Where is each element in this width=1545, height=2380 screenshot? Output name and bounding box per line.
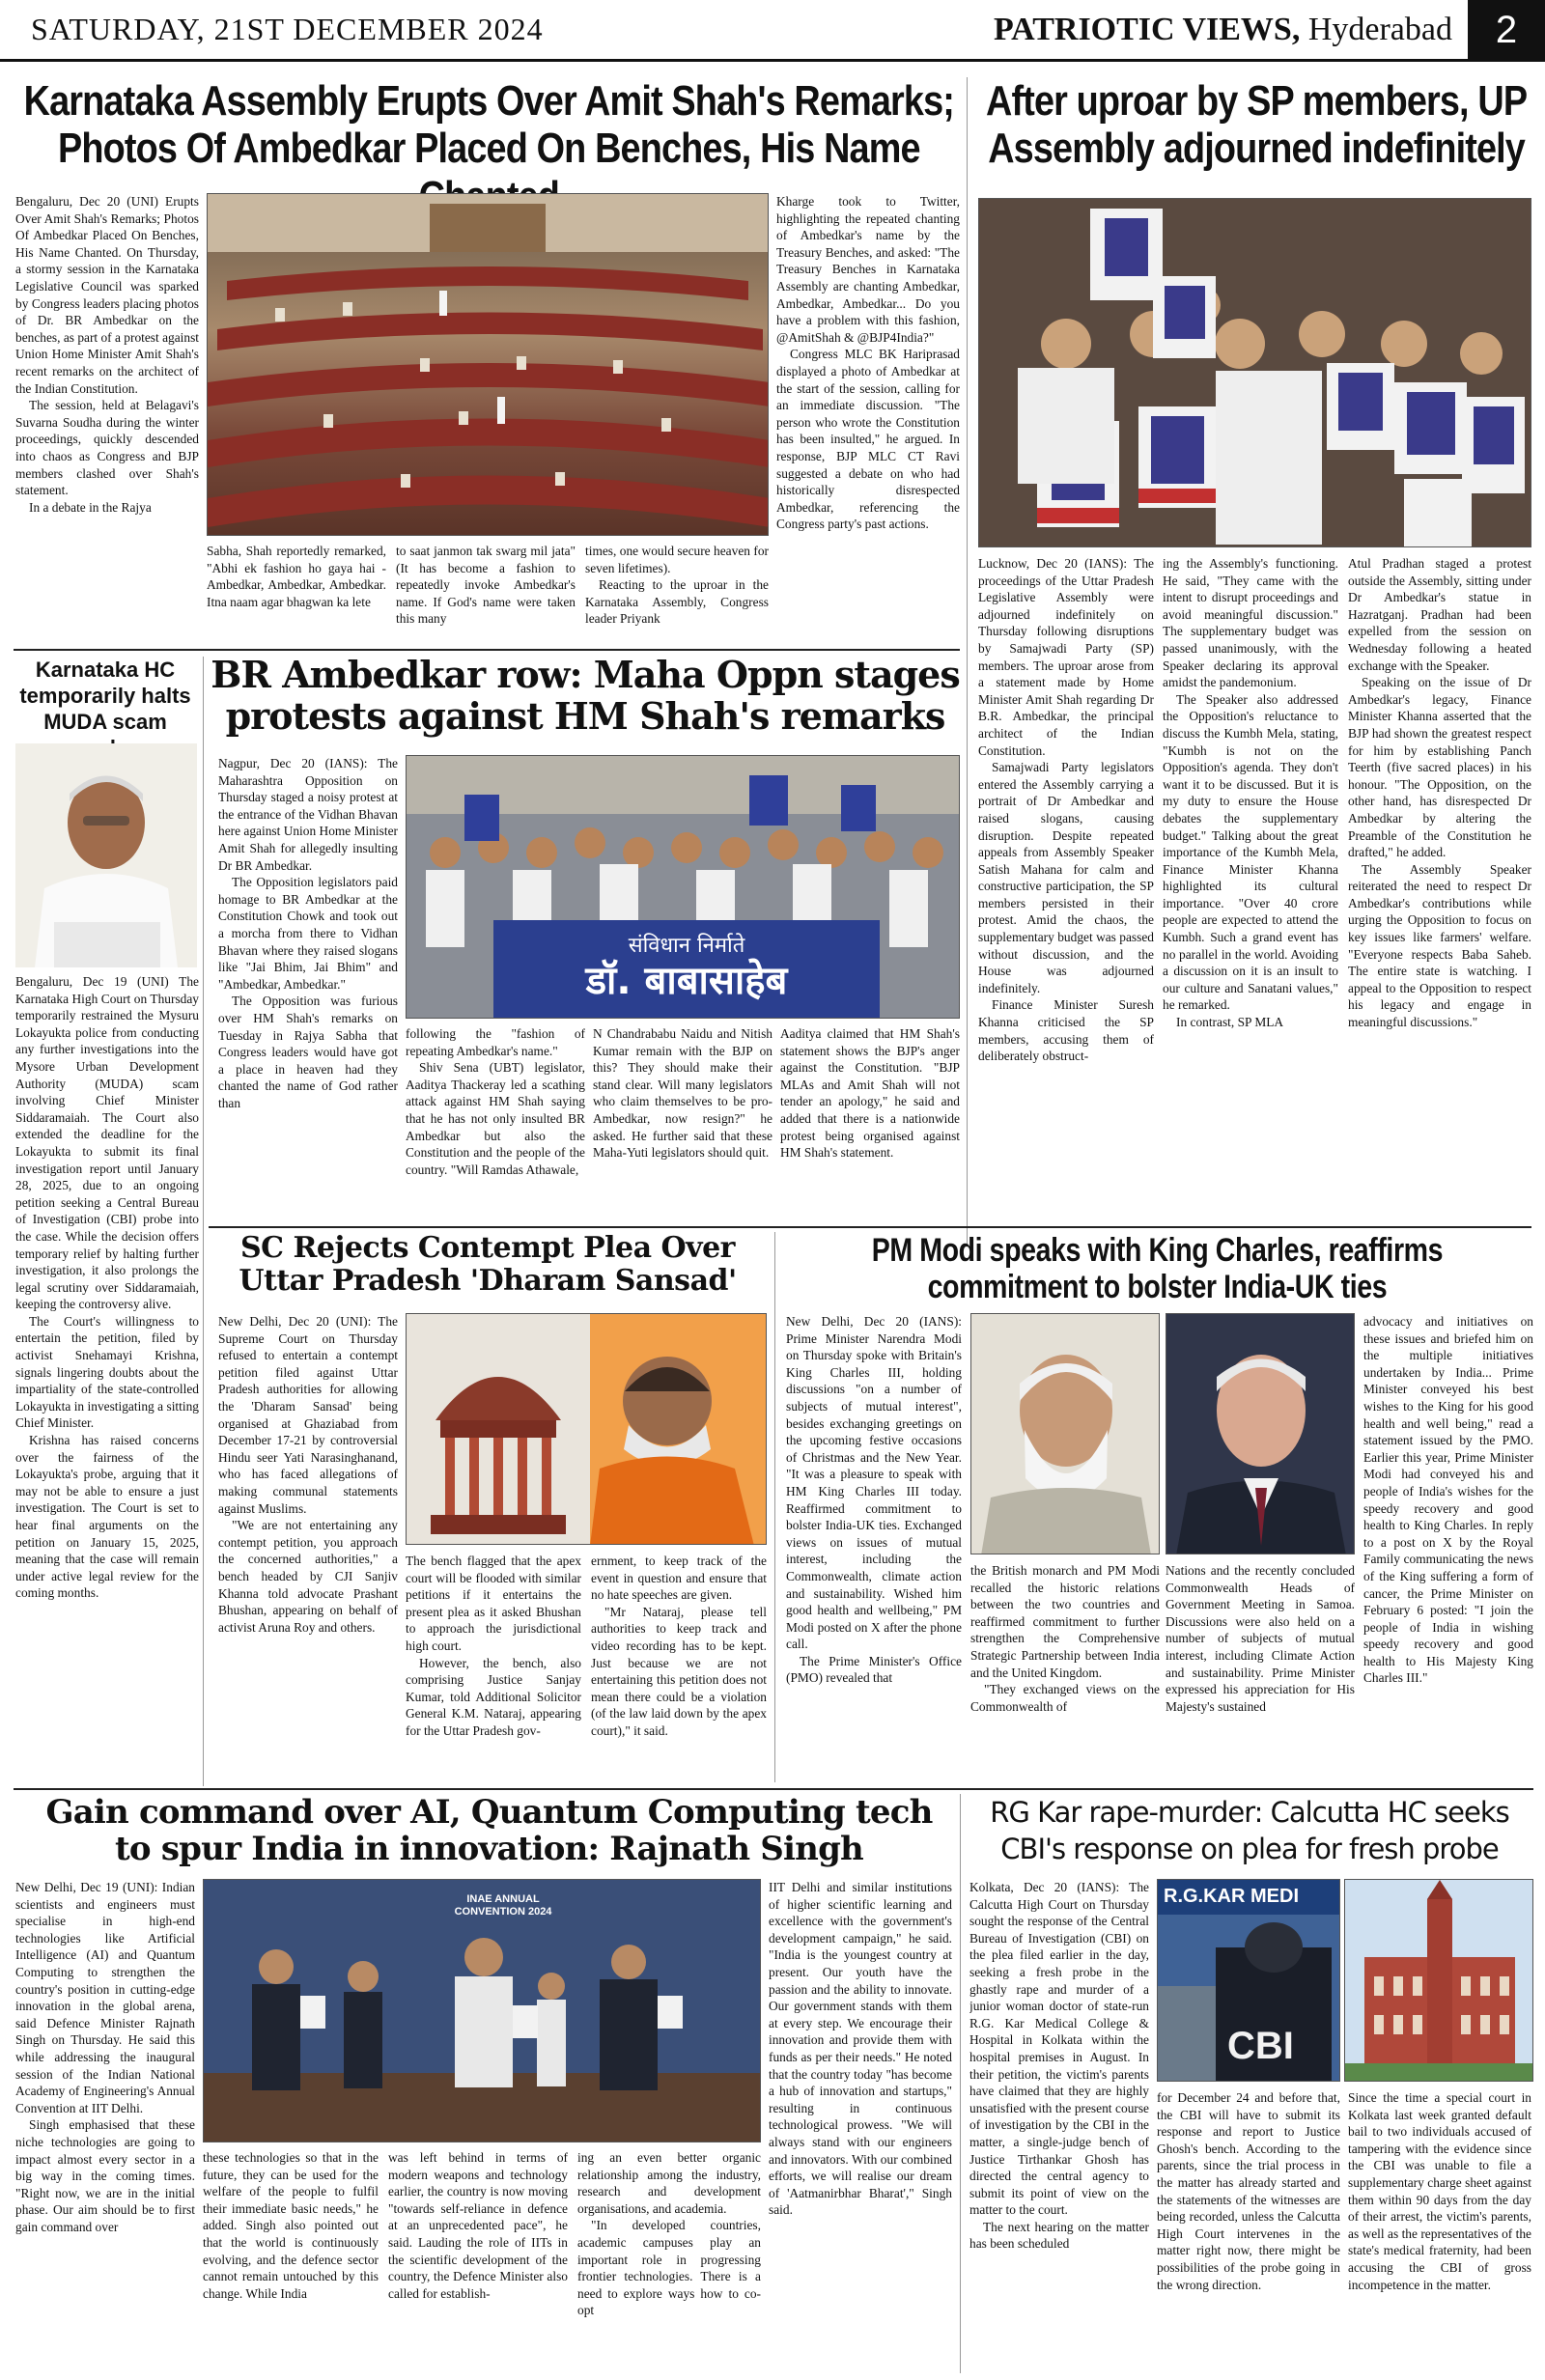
up-para: The Speaker also addressed the Opposition's reluctance to discuss the Kumbh Mela, stating, "Kumbh is not on the Opposition's agenda. They don't want it to be discussed. But it is my duty to ensure the House debates the supplementary budget." Talking about the great importance of the Kumbh Mela, Finance Minister Khanna highlighted its cultural importance. "Over 40 crore people are expected to attend the Kumbh. Such a grand event has no parallel in the world. Avoiding a discussion on it is an insult to our culture and Sanatani values," he remarked. [1163,691,1338,1013]
modi-col4 [1363,1313,1533,1777]
rajnath-para: IIT Delhi and similar institutions of higher scientific learning and excellence with the government's development campaign," he said. "India is the youngest country at present. Our youth have the passion and the ability to innovate. Our government stands with them at every step. We encourage their innovation and provide them with funds as per their needs." He noted that the country today "has become a hub of innovation and startups," resulting in continuous technological prowess. "We will always stand with our engineers and innovators. With our combined efforts, we will realise our dream of 'Aatmanirbhar Bharat'," Singh said. [769,1880,952,2218]
rajnath-col5 [769,1879,952,2371]
cbi-photo [1157,1879,1340,2082]
sc-para: However, the bench, also comprising Justice Sanjay Kumar, told Additional Solicitor General K.M. Nataraj, appearing for the Uttar Pradesh gov- [406,1655,581,1738]
sc-headline [212,1232,763,1297]
rajnath-para: was left behind in terms of modern weapons and technology earlier, the country is now moving "towards self-reliance in defence at an unprecedented pace", he said. Lauding the role of IITs in the scientific development of the country, the Defence Minister also called for establish- [388,2150,568,2301]
modi-photo [970,1313,1160,1554]
section-rule [209,1226,1531,1228]
rgkar-sign: R.G.KAR MEDI [1164,1886,1299,1907]
karnataka-para: Congress MLC BK Hariprasad displayed a photo of Ambedkar at the start of the session, calling for an immediate discussion. "The person who wrote the Constitution has been insulted," he argued. In response, BJP MLC CT Ravi suggested a debate on who had historically disrespected Ambedkar, referencing the Congress party's past actions. [776,347,960,532]
rajnath-headline [14,1794,965,1867]
modi-para: "They exchanged views on the Commonwealth of [970,1682,1160,1714]
maha-para: Nagpur, Dec 20 (IANS): The Maharashtra Opposition on Thursday staged a noisy protest at the entrance of the Vidhan Bhavan here against Union Home Minister Amit Shah for allegedly insulting Dr BR Ambedkar. [218,756,398,873]
modi-col2 [970,1562,1160,1777]
rajnath-para: New Delhi, Dec 19 (UNI): Indian scientists and engineers must specialise in high-end technologies like Artificial Intelligence (AI) and Quantum Computing to strengthen the country's position in cutting-edge innovation in the global arena, said Defence Minister Rajnath Singh on Thursday. He said this while addressing the inaugural session of the Indian National Academy of Engineering's Annual Convention at IIT Delhi. [15,1880,195,2115]
up-col3 [1348,555,1531,1221]
rajnath-banner: INAE ANNUAL CONVENTION 2024 [454,1893,552,1918]
maha-headline-line1: BR Ambedkar row: Maha Oppn stages [211,653,960,696]
sc-photo [406,1313,767,1545]
sc-headline-line2: Uttar Pradesh 'Dharam Sansad' [239,1263,737,1298]
masthead-title: PATRIOTIC VIEWS, [993,12,1301,47]
sc-para: The bench flagged that the apex court will be flooded with similar petitions if it entertains the present plea as it asked Bhushan to approach the jurisdictional high court. [406,1554,581,1653]
modi-col3 [1166,1562,1355,1777]
maha-col3 [593,1025,772,1228]
muda-para: Bengaluru, Dec 19 (UNI) The Karnataka High Court on Thursday temporarily restrained the Mysuru Lokayukta police from conducting any further investigations into the Mysore Urban Development Authority (MUDA) scam involving Chief Minister Siddaramaiah. The Court also extended the deadline for the Lokayukta to submit its final investigation report until January 28, 2025, due to an ongoing petition seeking a Central Bureau of Investigation (CBI) probe into the case. While the decision offers temporary relief by halting further investigation, it also prolongs the legal scrutiny over Siddaramaiah, keeping the controversy alive. [15,974,199,1312]
up-col2 [1163,555,1338,1221]
karnataka-para: Sabha, Shah reportedly remarked, "Abhi ek fashion ho gaya hai - Ambedkar, Ambedkar, Ambedkar. Itna naam agar bhagwan ka lete [207,544,386,609]
muda-headline-line1: Karnataka HC [35,658,176,682]
rgkar-para: Kolkata, Dec 20 (IANS): The Calcutta High Court on Thursday sought the response of the Central Bureau of Investigation (CBI) on the plea filed earlier in the day, seeking a fresh probe in the ghastly rape and murder of a junior woman doctor of state-run R.G. Kar Medical College & Hospital in Kolkata within the hospital premises in August. In their petition, the victim's parents have claimed that they are highly unsatisfied with the present course of investigation by the CBI in the matter, a single-judge bench of Justice Tirthankar Ghosh has directed the central agency to submit its point of view on the matter to the court. [969,1880,1149,2218]
rajnath-para: "In developed countries, academic campuses play an important role in progressing frontier technologies. There is a need to explore ways how to co-opt [577,2218,761,2318]
rajnath-col1 [15,1879,195,2371]
karnataka-para: The session, held at Belagavi's Suvarna Soudha during the winter proceedings, quickly descended into chaos as Congress and BJP members clashed over Shah's statement. [15,398,199,498]
up-para: Speaking on the issue of Dr Ambedkar's legacy, Finance Minister Khanna asserted that the BJP had shown the greatest respect for him by establishing Panch Teerth (five sacred places) in his honour. "The Opposition, on the other hand, has disrespected Dr Ambedkar by altering the Preamble of the Constitution he drafted," he added. [1348,675,1531,860]
up-para: Lucknow, Dec 20 (IANS): The proceedings of the Uttar Pradesh Legislative Assembly were adjourned indefinitely on Thursday following disruptions by Samajwadi Party (SP) members. The uproar arose from a statement made by Home Minister Amit Shah regarding Dr B.R. Ambedkar, the principal architect of the Indian Constitution. [978,556,1154,758]
masthead-city: Hyderabad [1307,12,1452,47]
up-para: ing the Assembly's functioning. He said, "They came with the intent to disrupt proceedings and avoid meaningful discussion." The supplementary budget was passed unanimously, with the Speaker declaring its approval amidst the pandemonium. [1163,556,1338,690]
rgkar-headline [966,1794,1533,1867]
column-divider [203,657,204,1786]
up-headline-line1: After uproar by SP members, UP [986,77,1528,125]
sp-protest-photo [978,198,1531,547]
maha-para: Aaditya claimed that HM Shah's statement shows the BJP's anger against the Constitution. "BJP MLAs and Amit Shah will not tender an apology," he said and added that there is a nationwide protest being organised against HM Shah's statement. [780,1026,960,1161]
sc-col1 [218,1313,398,1777]
karnataka-para: Bengaluru, Dec 20 (UNI) Erupts Over Amit Shah's Remarks; Photos Of Ambedkar Placed On Benches, His Name Chanted. On Thursday, a stormy session in the Karnataka Legislative Council was sparked by Congress leaders placing photos of Dr. BR Ambedkar on the benches, as part of a protest against Union Home Minister Amit Shah's recent remarks on the architect of the Indian Constitution. [15,194,199,396]
rgkar-col3 [1348,2089,1531,2371]
maha-headline [209,655,962,737]
sc-col3 [591,1553,767,1777]
modi-para: Nations and the recently concluded Commonwealth Heads of Government Meeting in Samoa. Discussions were also held on a number of subjects of mutual interest, including Climate Action and sustainability. Prime Minister expressed his appreciation for His Majesty's sustained [1166,1563,1355,1714]
up-para: In contrast, SP MLA [1176,1015,1284,1030]
up-headline-line2: Assembly adjourned indefinitely [988,125,1525,173]
assembly-photo [207,193,769,536]
karnataka-para: In a debate in the Rajya [29,499,152,515]
section-rule [14,1788,1533,1790]
karnataka-col4 [585,543,769,644]
rajnath-headline-line1: Gain command over AI, Quantum Computing tech [45,1793,933,1832]
sc-para: ernment, to keep track of the event in question and ensure that no hate speeches are given. [591,1554,767,1603]
page-header [0,0,1545,62]
maha-col1 [218,755,398,1228]
maha-col2 [406,1025,585,1228]
modi-para: the British monarch and PM Modi recalled the historic relations between the two countries and reaffirmed commitment to further strengthen the Comprehensive Strategic Partnership between India and the United Kingdom. [970,1563,1160,1680]
karnataka-para: Kharge took to Twitter, highlighting the repeated chanting of Ambedkar's name by the Treasury Benches, and asked: "The Treasury Benches in Karnataka Assembly are chanting Ambedkar, Ambedkar, Ambedkar... Do you have a problem with this fashion, @AmitShah & @BJP4India?" [776,194,960,345]
modi-col1 [786,1313,962,1777]
maha-para: The Opposition legislators paid homage to BR Ambedkar at the Constitution Chowk and took out a morcha from there to Vidhan Bhavan where they raised slogans like "Jai Bhim, Jai Bhim" and "Ambedkar, Ambedkar." [218,875,398,992]
column-divider [960,1794,961,2373]
modi-headline-line1: PM Modi speaks with King Charles, reaffirms [871,1232,1444,1269]
rgkar-para: Since the time a special court in Kolkata last week granted default bail to two individuals accused of tampering with the evidence since the CBI was unable to file a supplementary charge sheet against them within 90 days from the day of their arrest, the victim's parents, as well as the representatives of the state's medical fraternity, had been accusing the CBI of gross incompetence in the matter. [1348,2090,1531,2292]
maha-para: N Chandrababu Naidu and Nitish Kumar remain with the BJP on this? They should make their stand clear. Will many legislators who claim themselves to be pro-Ambedkar, now resign?" he asked. He further said that these Maha-Yuti legislators should quit. [593,1026,772,1161]
maha-protest-photo [406,755,960,1019]
maha-para: following the "fashion of repeating Ambedkar's name." [406,1026,585,1058]
rgkar-para: for December 24 and before that, the CBI will have to submit its response and report to Justice Ghosh's bench. According to the parents, since the trial process in the matter has already started and the statements of the witnesses are being recorded, unless the Calcutta High Court intervenes in the matter right now, there might be possibilities of the probe going in the wrong direction. [1157,2090,1340,2292]
king-charles-photo [1166,1313,1355,1554]
rgkar-col1 [969,1879,1149,2371]
rajnath-col3 [388,2149,568,2371]
rajnath-col4 [577,2149,761,2371]
modi-para: advocacy and initiatives on these issues and briefed him on the multiple initiatives undertaken by India... Prime Minister conveyed his best wishes to the King for his good health and well being," read a statement issued by the PMO. Earlier this year, Prime Minister Modi had conveyed his and people of India's wishes for the speedy recovery and good health to King Charles. In reply to a post on X by the Royal Family communicating the news of the King suffering a form of cancer, the Prime Minister on February 6 posted: "I join the people of India in wishing speedy recovery and good health to His Majesty King Charles III." [1363,1314,1533,1686]
maha-headline-line2: protests against HM Shah's remarks [225,693,945,738]
column-divider [967,77,968,1246]
muda-para: The Court's willingness to entertain the petition, filed by activist Snehamayi Krishna, signals lingering doubts about the impartiality of the state-controlled Lokayukta in investigating a sitting Chief Minister. [15,1313,199,1431]
maha-para: Shiv Sena (UBT) legislator, Aaditya Thackeray led a scathing attack against HM Shah saying that he has not only insulted BR Ambedkar but also the Constitution and the people of the country. "Will Ramdas Athawale, [406,1060,585,1177]
siddaramaiah-photo [15,743,197,967]
muda-headline-line3: MUDA scam [43,710,167,734]
rgkar-para: The next hearing on the matter has been scheduled [969,2219,1149,2252]
rajnath-col2 [203,2149,379,2371]
karnataka-col1 [15,193,199,642]
maha-col4 [780,1025,960,1228]
sc-col2 [406,1553,581,1777]
karnataka-col5 [776,193,960,644]
karnataka-para: to saat janmon tak swarg mil jata" (It has become a fashion to repeatedly invoke Ambedkar's name. If God's name were taken this many [396,544,576,627]
rajnath-para: these technologies so that in the future, they can be used for the welfare of the people to fulfil their immediate basic needs," he added. Singh also pointed out that the world is continuously evolving, and the defence sector cannot remain untouched by this change. While India [203,2150,379,2301]
up-para: Finance Minister Suresh Khanna criticised the SP members, accusing them of deliberately obstruct- [978,997,1154,1064]
rajnath-headline-line2: to spur India in innovation: Rajnath Singh [115,1830,863,1869]
section-rule [14,649,960,651]
sc-para: New Delhi, Dec 20 (UNI): The Supreme Court on Thursday refused to entertain a contempt petition filed against Uttar Pradesh authorities for allowing the 'Dharam Sansad' being organised at Ghaziabad from December 17-21 by controversial Hindu seer Yati Narasinghanand, who has faced allegations of making communal statements against Muslims. [218,1314,398,1516]
rgkar-headline-line2: CBI's response on plea for fresh probe [1000,1833,1499,1865]
rajnath-para: ing an even better organic relationship among the industry, research and development organisations, and academia. [577,2150,761,2216]
rgkar-headline-line1: RG Kar rape-murder: Calcutta HC seeks [990,1796,1509,1829]
up-col1 [978,555,1154,1221]
up-para: Samajwadi Party legislators entered the Assembly carrying a portrait of Dr Ambedkar and raised slogans, causing disruption. Despite repeated appeals from Assembly Speaker Satish Mahana for calm and constructive participation, the SP members persisted in their protest. Amid the chaos, the supplementary budget was passed without discussion, and the House was adjourned indefinitely. [978,760,1154,995]
modi-headline [784,1232,1531,1305]
karnataka-headline-line1: Karnataka Assembly Erupts Over Amit Shah's Remarks; [23,77,955,125]
sc-para: "We are not entertaining any contempt petition, you approach the concerned authorities," a bench headed by CJI Sanjiv Khanna told advocate Prashant Bhushan, appearing on behalf of activist Aruna Roy and others. [218,1518,398,1635]
muda-para: Krishna has raised concerns over the fairness of the Lokayukta's probe, arguing that it may not be able to ensure a just investigation. The Court is set to hear final arguments on the petition on January 15, 2025, meaning that the case will remain under active legal review for the coming months. [15,1433,199,1601]
page-number: 2 [1468,0,1545,60]
modi-headline-line2: commitment to bolster India-UK ties [927,1269,1388,1306]
modi-para: The Prime Minister's Office (PMO) revealed that [786,1653,962,1686]
muda-headline-line2: temporarily halts [19,684,191,708]
maha-banner [493,920,880,1019]
modi-para: New Delhi, Dec 20 (IANS): Prime Minister Narendra Modi on Thursday spoke with Britain's King Charles III, holding discussions "on a number of subjects of mutual interest", besides exchanging greetings on the upcoming festive occasions of Christmas and the New Year. "It was a pleasure to speak with HM King Charles III today. Reaffirmed commitment to bolster India-UK ties. Exchanged views on issues of mutual interest, including the Commonwealth, climate action and sustainability. Wished him good health and wellbeing," PM Modi posted on X after the phone call. [786,1314,962,1652]
muda-body [15,973,199,1784]
sc-para: "Mr Nataraj, please tell authorities to keep track and video recording has to be kept. Just because we are not entertaining this petition does not mean there could be a violation (of the law laid down by the apex court)," it said. [591,1604,767,1738]
column-divider [774,1232,775,1782]
masthead [994,12,1452,48]
up-headline [975,77,1537,173]
sc-headline-line1: SC Rejects Contempt Plea Over [240,1231,735,1265]
karnataka-col3 [396,543,576,644]
maha-para: The Opposition was furious over HM Shah's remarks on Tuesday in Rajya Sabha that Congress leaders would have got a place in heaven had they chanted the name of God rather than [218,994,398,1110]
rajnath-para: Singh emphasised that these niche technologies are going to impact almost every sector in a big way in the coming times. "Right now, we are in the initial phase. Our aim should be to first gain command over [15,2117,195,2234]
up-para: Atul Pradhan staged a protest outside the Assembly, sitting under Dr Ambedkar's statue in Hazratganj. Pradhan had been expelled from the session on Wednesday following a heated exchange with the Speaker. [1348,556,1531,673]
maha-banner-line1: संविधान निर्माते [628,934,745,958]
up-para: The Assembly Speaker reiterated the need to respect Dr Ambedkar's contributions while urging the Opposition to focus on key issues like farmers' welfare. "Everyone respects Baba Saheb. The entire state is watching. I appeal to the Opposition to respect his legacy and engage in meaningful discussions." [1348,861,1531,1030]
karnataka-para: times, one would secure heaven for seven lifetimes). [585,544,769,575]
rgkar-col2 [1157,2089,1340,2371]
rajnath-event-photo [203,1879,761,2142]
header-date: SATURDAY, 21ST DECEMBER 2024 [31,12,544,46]
karnataka-col2 [207,543,386,644]
calcutta-hc-photo [1344,1879,1533,2082]
maha-banner-line2: डॉ. बाबासाहेब [585,959,788,1003]
karnataka-para: Reacting to the uproar in the Karnataka Assembly, Congress leader Priyank [585,577,769,627]
karnataka-headline-line2: Photos Of Ambedkar Placed On Benches, His Name [57,125,920,173]
cbi-jacket-text: CBI [1227,2025,1294,2067]
